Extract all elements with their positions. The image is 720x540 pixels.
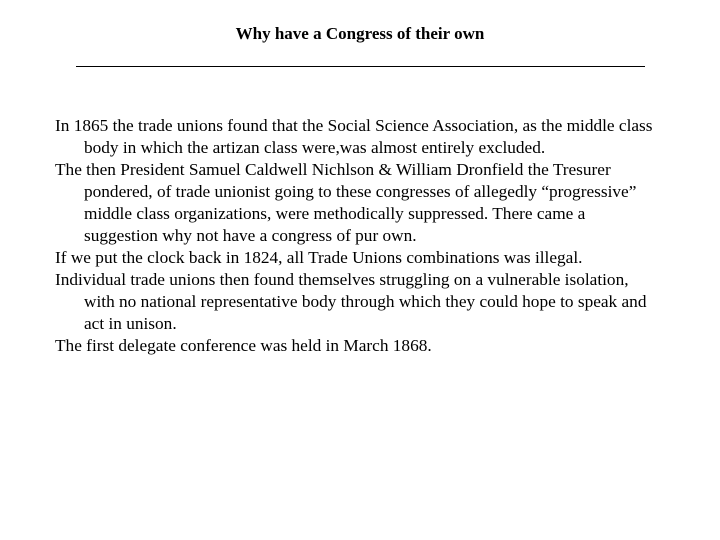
paragraph-1824-combinations: If we put the clock back in 1824, all Trade Unions combinations was illegal. bbox=[55, 248, 583, 267]
paragraph-first-conference: The first delegate conference was held in March 1868. bbox=[55, 336, 432, 355]
paragraph-isolation: Individual trade unions then found themselves struggling on a vulnerable isolation, with no national representative body through which they could hope to speak and act in unison. bbox=[55, 270, 647, 333]
slide-title: Why have a Congress of their own bbox=[235, 24, 485, 43]
paragraph-president-nichlson: The then President Samuel Caldwell Nichlson & William Dronfield the Tresurer pondered, of trade unionist going to these congresses of allegedly “progressive” middle class organizations, were methodically suppressed. There came a suggestion why not have a congress of pur own. bbox=[55, 160, 637, 245]
title-divider bbox=[76, 66, 645, 67]
paragraph-1865-social-science: In 1865 the trade unions found that the Social Science Association, as the middle class body in which the artizan class were,was almost entirely excluded. bbox=[55, 116, 653, 157]
slide-body bbox=[55, 115, 655, 357]
